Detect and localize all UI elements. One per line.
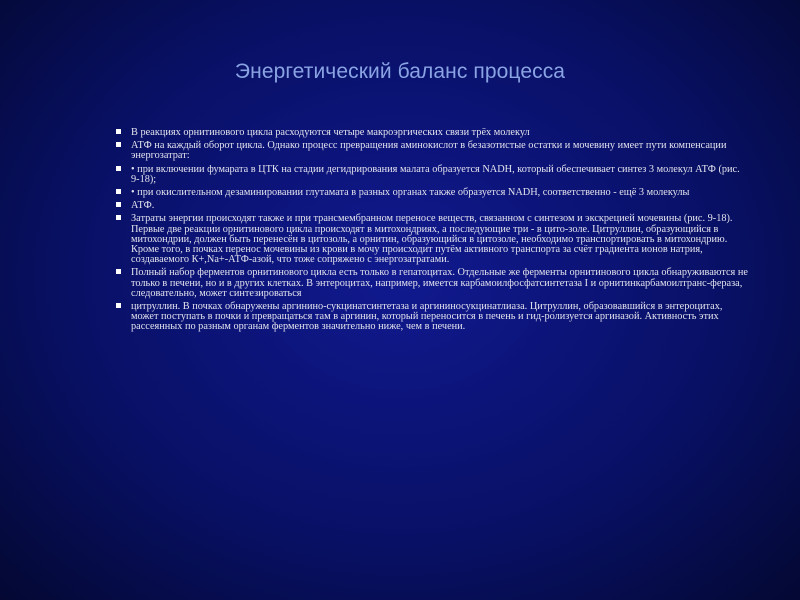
bullet-text: цитруллин. В почках обнаружены аргинино-сукцинатсинтетаза и аргининосукцинатлиаза. Цитруллин, образовавшийся в энтероцитах, может поступать в почки и превращаться там в аргинин, который переносится в печень и гид-ролизуется аргиназой. Активность этих рассеянных по разным органам ферментов значительно ниже, чем в печени. bbox=[131, 301, 723, 333]
bullet-item bbox=[116, 165, 748, 185]
bullet-item bbox=[116, 128, 748, 138]
bullet-item bbox=[116, 141, 748, 161]
bullet-square-icon bbox=[116, 166, 121, 171]
bullet-text: • при включении фумарата в ЦТК на стадии дегидрирования малата образуется NADH, который обеспечивает синтез 3 молекул АТФ (рис. 9-18); bbox=[131, 163, 740, 185]
bullet-square-icon bbox=[116, 215, 121, 220]
bullet-item bbox=[116, 302, 748, 333]
bullet-square-icon bbox=[116, 303, 121, 308]
bullet-text: АТФ. bbox=[131, 200, 155, 212]
bullet-text: АТФ на каждый оборот цикла. Однако процесс превращения аминокислот в безазотистые остатки и мочевину имеет пути компенсации энергозатрат: bbox=[131, 140, 727, 162]
bullet-square-icon bbox=[116, 189, 121, 194]
bullet-text: • при окислительном дезаминировании глутамата в разных органах также образуется NADH, соответственно - ещё 3 молекулы bbox=[131, 187, 690, 199]
bullet-square-icon bbox=[116, 202, 121, 207]
bullet-item bbox=[116, 188, 748, 198]
slide-title: Энергетический баланс процесса bbox=[234, 60, 566, 83]
bullet-square-icon bbox=[116, 142, 121, 147]
bullet-text: Полный набор ферментов орнитинового цикла есть только в гепатоцитах. Отдельные же ферменты орнитинового цикла обнаруживаются не только в печени, но и в других клетках. В энтероцитах, например, имеется карбамоилфосфатсинтетаза I и орнитинкарбамоилтранс-фераза, следовательно, может синтезироваться bbox=[131, 267, 748, 299]
bullet-square-icon bbox=[116, 269, 121, 274]
bullet-item bbox=[116, 214, 748, 265]
bullet-text: Затраты энергии происходят также и при трансмембранном переносе веществ, связанном с синтезом и экскрецией мочевины (рис. 9-18). Первые две реакции орнитинового цикла происходят в митохондриях, а последующие три - в цито-золе. Цитруллин, образующийся в митохондрии, должен быть перенесён в цитозоль, а орнитин, образующийся в цитозоле, необходимо транспортировать в митохондрию. Кроме того, в почках перенос мочевины из крови в мочу происходит путём активного транспорта за счёт градиента ионов натрия, создаваемого К+,Na+-АТФ-азой, что тоже сопряжено с энергозатратами. bbox=[131, 213, 733, 266]
bullet-item bbox=[116, 268, 748, 299]
bullet-list bbox=[116, 128, 748, 336]
bullet-text: В реакциях орнитинового цикла расходуются четыре макроэргических связи трёх молекул bbox=[131, 127, 530, 138]
bullet-square-icon bbox=[116, 129, 121, 134]
bullet-item bbox=[116, 201, 748, 211]
